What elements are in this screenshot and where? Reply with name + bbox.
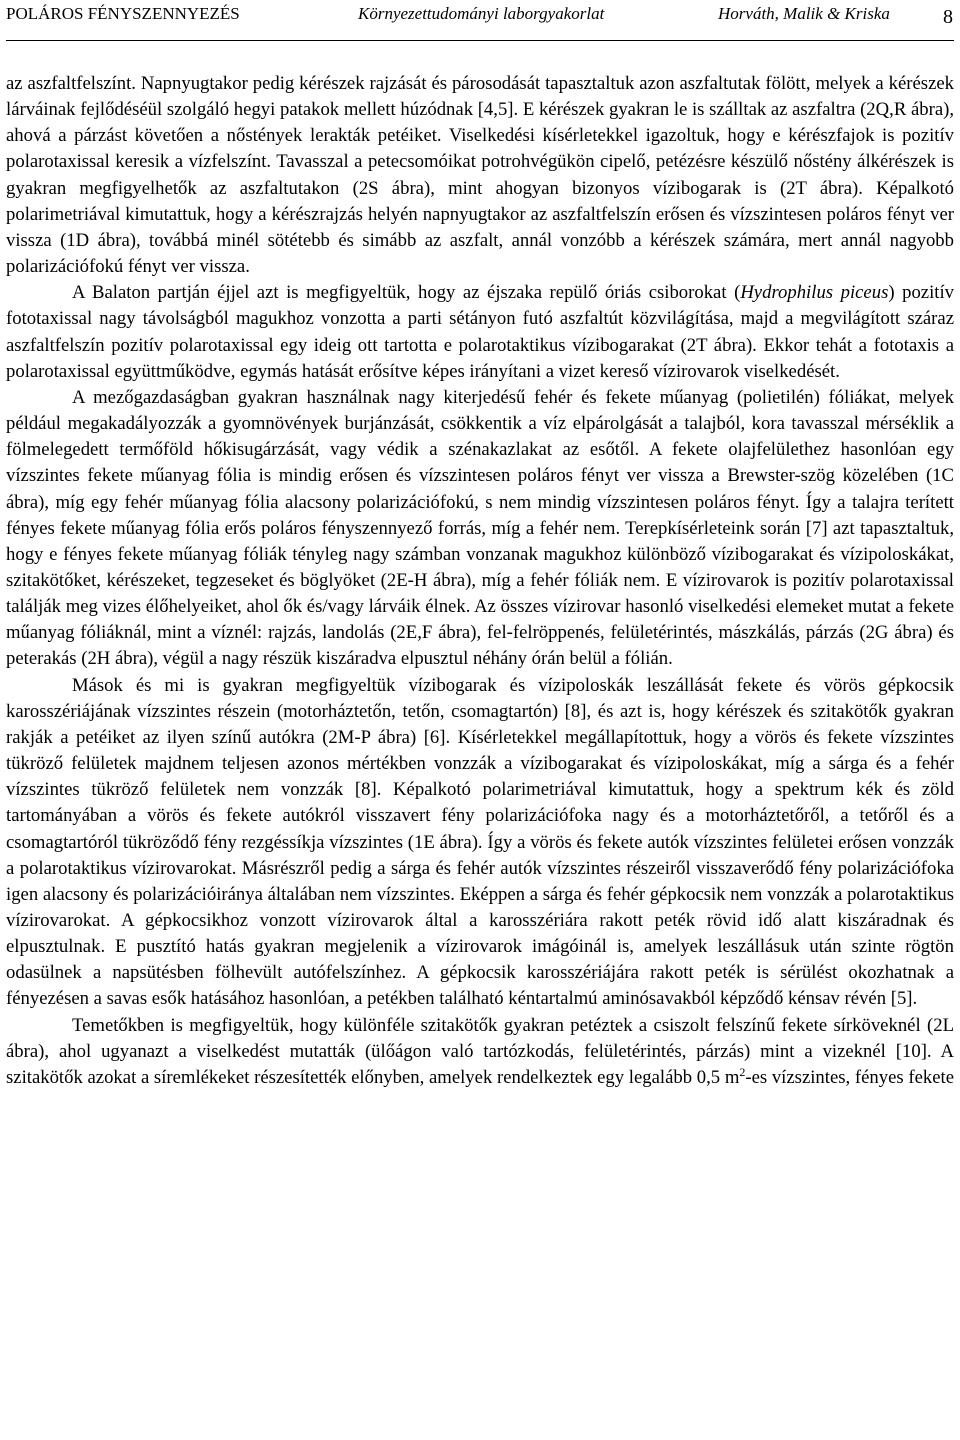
species-name: Hydrophilus piceus bbox=[740, 282, 889, 304]
text-run: az aszfaltfelszínt. Napnyugtakor pedig kérészek rajzását és párosodását tapasztaltuk azon aszfaltutak fölött, melyek a kérészek lárváinak fejlődéséül szolgáló hegyi patakok mellett húzódnak [4,5]. E kérészek gyakran le is szálltak az aszfaltra (2Q,R ábra), ahová a párzást követően a nőstények lerakták petéiket. Viselkedési kísérletekkel igazoltuk, hogy e kérészfajok is pozitív polarotaxissal keresik a vízfelszínt. Tavasszal a petecsomóikat potrohvégükön cipelő, petézésre készülő nőstény álkérészek is gyakran megfigyelhetők az aszfaltutakon (2S ábra), mint ahogyan bizonyos vízibogarak is (2T ábra). Képalkotó polarimetriával kimutattuk, hogy a kérészrajzás helyén napnyugtakor az aszfaltfelszín erősen és vízszintesen poláros fényt ver vissza (1D ábra), továbbá minél sötétebb és simább az aszfalt, annál vonzóbb a kérészek számára, mert annál nagyobb polarizációfokú fényt ver vissza. bbox=[6, 73, 955, 278]
text-run: -es vízszintes, fényes fekete bbox=[745, 1066, 954, 1088]
header-authors: Horváth, Malik & Kriska bbox=[718, 4, 890, 23]
text-run: Temetőkben is megfigyeltük, hogy különféle szitakötők gyakran petéztek a csiszolt felszínű fekete sírköveknél (2L ábra), ahol ugyanazt a viselkedést mutatták (ülőágon való tartózkodás, felületérintés, párzás) mint a vizeknél [10]. A szitakötők azokat a síremlékeket részesítették előnyben, amelyek rendelkeztek egy legalább 0,5 m bbox=[6, 1014, 954, 1088]
running-header bbox=[6, 0, 954, 41]
body-text bbox=[6, 71, 954, 1091]
text-run: A Balaton partján éjjel azt is megfigyeltük, hogy az éjszaka repülő óriás csiborokat ( bbox=[72, 282, 741, 304]
header-course: Környezettudományi laborgyakorlat bbox=[358, 4, 605, 23]
text-run: Mások és mi is gyakran megfigyeltük vízibogarak és vízipoloskák leszállását fekete és vörös gépkocsik karosszériájának vízszintes részein (motorháztetőn, tetőn, csomagtartón) [8], és azt is, hogy kérészek és szitakötők gyakran rakják a petéiket az ilyen színű autókra (2M-P ábra) [6]. Kísérletekkel megállapítottuk, hogy a vörös és fekete vízszintes tükröző felületek majdnem teljesen azonos mértékben vonzzák a vízibogarakat és vízipoloskákat, míg a sárga és a fehér vízszintes tükröző felületek nem vonzzák [8]. Képalkotó polarimetriával kimutattuk, hogy a spektrum kék és zöld tartományában a vörös és fekete autókról visszavert fény polarizációfoka nagy és a motorháztetőről, a tetőről és a csomagtartóról tükröződő fény rezgéssíkja vízszintes (1E ábra). Így a vörös és fekete autók vízszintes felületei erősen vonzzák a polarotaktikus vízirovarokat. Másrészről pedig a sárga és fehér autók vízszintes részeiről visszaverődő fény polarizációfoka igen alacsony és polarizációiránya általában nem vízszintes. Eképpen a sárga és fehér gépkocsik nem vonzzák a polarotaktikus vízirovarokat. A gépkocsikhoz vonzott vízirovarok által a karosszériára rakott peték rövid idő alatt kiszáradnak és elpusztulnak. E pusztító hatás gyakran megjelenik a vízirovarok imágóinál is, amelyek leszállásuk után szinte rögtön odasülnek a napsütésben fölhevült autófelszínhez. A gépkocsik karosszériájára rakott peték is sérülést okozhatnak a fényezésen a savas esők hatásához hasonlóan, a petékben található kéntartalmú aminósavakból képződő kénsav révén [5]. bbox=[6, 674, 954, 1010]
paragraph bbox=[6, 1013, 954, 1091]
paragraph bbox=[6, 385, 954, 673]
superscript: 2 bbox=[739, 1064, 746, 1079]
paragraph bbox=[6, 280, 954, 385]
paragraph bbox=[6, 71, 954, 280]
text-run: ) pozitív fototaxissal nagy távolságból magukhoz vonzotta a parti sétányon futó aszfaltút közvilágítása, majd a megvilágított száraz aszfaltfelszín pozitív polarotaxissal egy ideig ott tartotta e polarotaktikus vízibogarakat (2T ábra). Ekkor tehát a fototaxis a polarotaxissal együttműködve, egymás hatását erősítve képes irányítani a vizet kereső vízirovarok viselkedését. bbox=[6, 282, 955, 382]
page-number: 8 bbox=[943, 6, 953, 28]
text-run: A mezőgazdaságban gyakran használnak nagy kiterjedésű fehér és fekete műanyag (polietilén) fóliákat, melyek például megakadályozzák a gyomnövények burjánzását, csökkentik a víz elpárolgását a talajból, kora tavasszal mérséklik a fölmelegedett termőföld hőkisugárzását, vagy védik a szénakazlakat az esőtől. A fekete olajfelülethez hasonlóan egy vízszintes fekete műanyag fólia is mindig erősen és vízszintesen poláros fényt ver vissza a Brewster-szög közelében (1C ábra), míg egy fehér műanyag fólia alacsony polarizációfokú, s nem mindig vízszintesen poláros fényt. Így a talajra terített fényes fekete műanyag fólia erős poláros fényszennyező forrás, míg a fehér nem. Terepkísérleteink során [7] azt tapasztaltuk, hogy e fényes fekete műanyag fóliák tényleg nagy számban vonzanak magukhoz különböző vízibogarakat és vízipoloskákat, szitakötőket, kérészeket, tegzeseket és böglyöket (2E-H ábra), míg a fehér fóliák nem. E vízirovarok is pozitív polarotaxissal találják meg vizes élőhelyeiket, ahol ők és/vagy lárváik élnek. Az összes vízirovar hasonló viselkedési elemeket mutat a fekete műanyag fóliáknál, mint a víznél: rajzás, landolás (2E,F ábra), fel-felröppenés, felületérintés, mászkálás, párzás (2G ábra) és peterakás (2H ábra), végül a nagy részük kiszáradva elpusztul néhány órán belül a fólián. bbox=[6, 386, 954, 670]
header-title: POLÁROS FÉNYSZENNYEZÉS bbox=[6, 4, 240, 23]
document-page bbox=[6, 0, 954, 1091]
paragraph bbox=[6, 673, 954, 1013]
